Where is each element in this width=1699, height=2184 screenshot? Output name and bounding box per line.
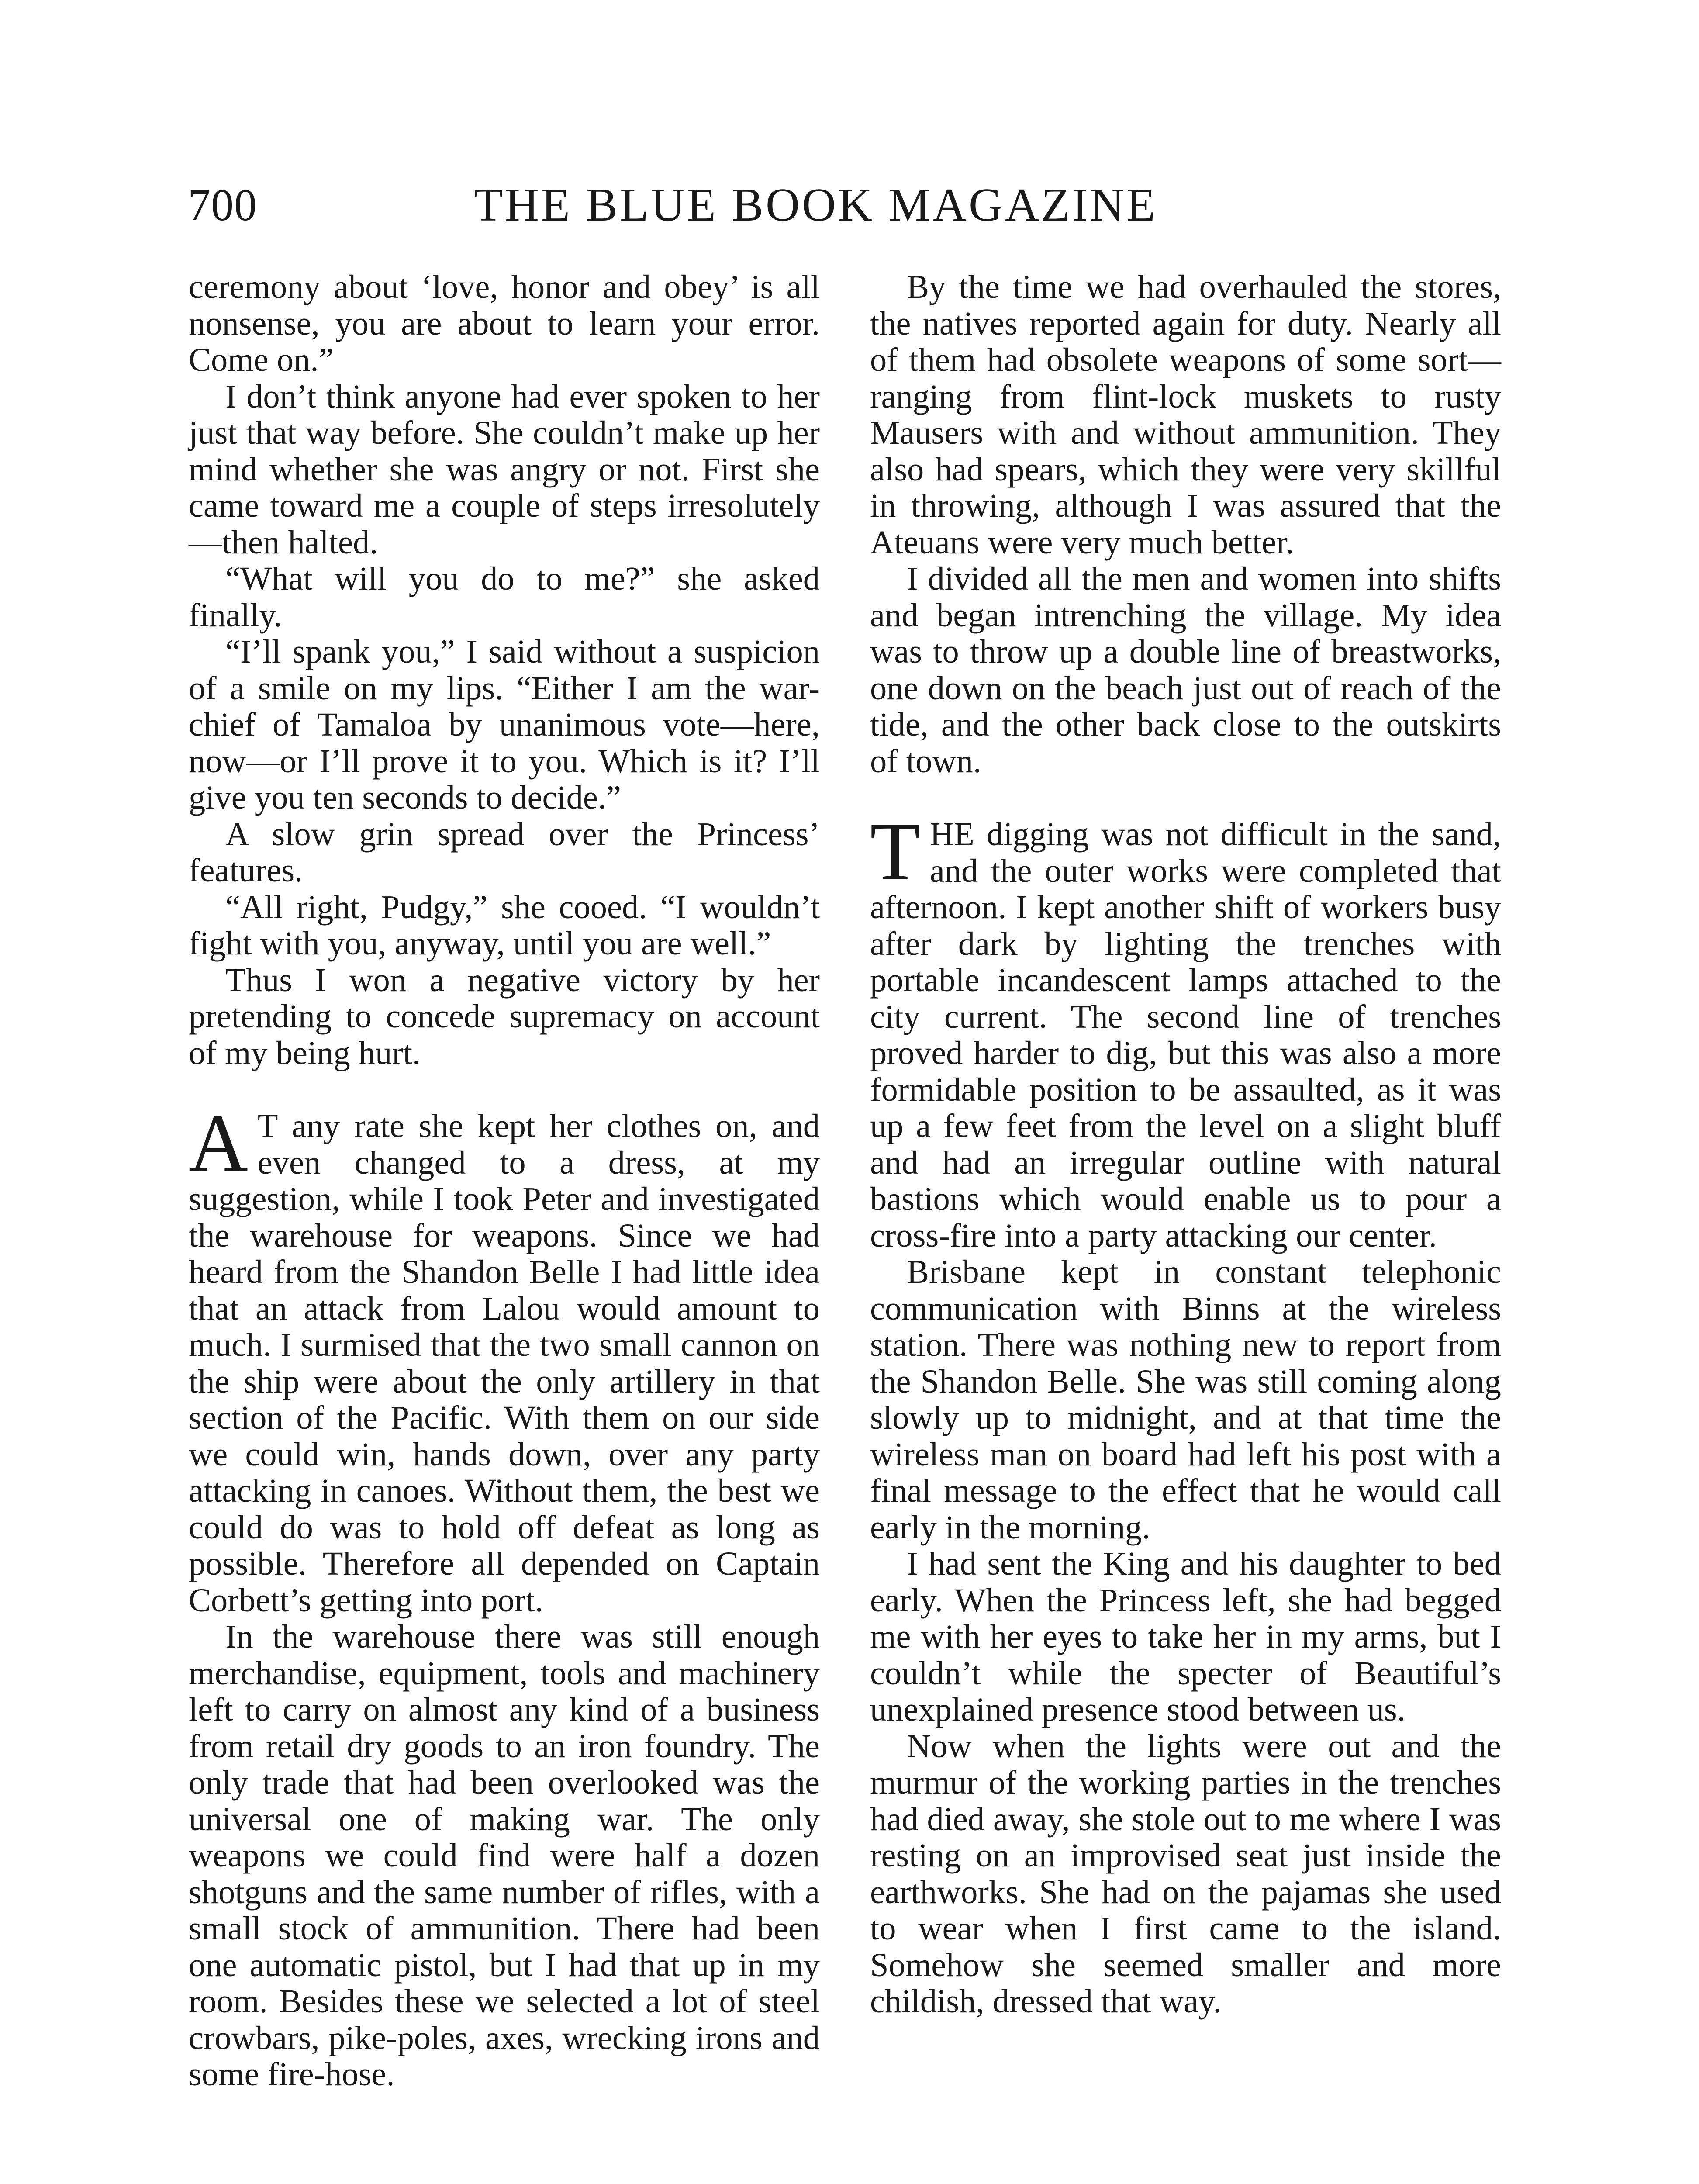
magazine-title: THE BLUE BOOK MAGAZINE [474, 179, 1157, 231]
drop-cap: A [189, 1097, 248, 1189]
paragraph: Brisbane kept in constant telephonic communication with Binns at the wireless station. There was nothing new to report from the Shandon Belle. She was still coming along slowly up to midnight, and at that time the wireless man on board had left his post with a final message to the effect that he would call early in the morning. [870, 1253, 1501, 1546]
section-text: T any rate she kept her clothes on, and even changed to a dress, at my suggestion, while I took Peter and investigated the warehouse for weapons. Since we had heard from the Shandon Belle I had little idea that an attack from Lalou would amount to much. I surmised that the two small cannon on the ship were about the only artillery in that section of the Pacific. With them on our side we could win, hands down, over any party attacking in canoes. Without them, the best we could do was to hold off defeat as long as possible. Therefore all depended on Captain Corbett’s getting into port. [189, 1107, 820, 1619]
paragraph: Thus I won a negative victory by her pretending to concede supremacy on account of my being hurt. [189, 961, 820, 1071]
paragraph: A slow grin spread over the Princess’ features. [189, 815, 820, 889]
paragraph: I divided all the men and women into shifts and began intrenching the village. My idea was to throw up a double line of breastworks, one down on the beach just out of reach of the tide, and the other back close to the outskirts of town. [870, 560, 1501, 780]
drop-cap: T [870, 805, 920, 897]
paragraph: In the warehouse there was still enough merchandise, equipment, tools and machinery left to carry on almost any kind of a business from retail dry goods to an iron foundry. The only trade that had been overlooked was the universal one of making war. The only weapons we could find were half a dozen shotguns and the same number of rifles, with a small stock of ammunition. There had been one automatic pistol, but I had that up in my room. Besides these we selected a lot of steel crowbars, pike-poles, axes, wrecking irons and some fire-hose. [189, 1618, 820, 2093]
left-column [189, 269, 820, 2093]
page-number: 700 [188, 180, 257, 230]
paragraph: “What will you do to me?” she asked finally. [189, 560, 820, 634]
paragraph: ceremony about ‘love, honor and obey’ is all nonsense, you are about to learn your error. Come on.” [189, 268, 820, 378]
paragraph: I don’t think anyone had ever spoken to her just that way before. She couldn’t make up her mind whether she was angry or not. First she came toward me a couple of steps irresolutely—then halted. [189, 377, 820, 561]
paragraph: I had sent the King and his daughter to bed early. When the Princess left, she had begged me with her eyes to take her in my arms, but I couldn’t while the specter of Beautiful’s unexplained presence stood between us. [870, 1545, 1501, 1728]
right-column [870, 269, 1501, 2020]
paragraph: “I’ll spank you,” I said without a suspicion of a smile on my lips. “Either I am the war-chief of Tamaloa by unanimous vote—here, now—or I’ll prove it to you. Which is it? I’ll give you ten seconds to decide.” [189, 633, 820, 816]
paragraph: “All right, Pudgy,” she cooed. “I wouldn’t fight with you, anyway, until you are well.” [189, 888, 820, 962]
section-paragraph [189, 1097, 820, 1619]
section-paragraph [870, 805, 1501, 1254]
paragraph: By the time we had overhauled the stores, the natives reported again for duty. Nearly all of them had obsolete weapons of some sort—ranging from flint-lock muskets to rusty Mausers with and without ammunition. They also had spears, which they were very skillful in throwing, although I was assured that the Ateuans were very much better. [870, 268, 1501, 561]
paragraph: Now when the lights were out and the murmur of the working parties in the trenches had died away, she stole out to me where I was resting on an improvised seat just inside the earthworks. She had on the pajamas she used to wear when I first came to the island. Somehow she seemed smaller and more childish, dressed that way. [870, 1727, 1501, 2020]
running-head [188, 173, 1603, 238]
section-text: HE digging was not difficult in the sand, and the outer works were completed that afternoon. I kept another shift of workers busy after dark by lighting the trenches with portable incandescent lamps attached to the city current. The second line of trenches proved harder to dig, but this was also a more formidable position to be assaulted, as it was up a few feet from the level on a slight bluff and had an irregular outline with natural bastions which would enable us to pour a cross-fire into a party attacking our center. [870, 816, 1501, 1254]
